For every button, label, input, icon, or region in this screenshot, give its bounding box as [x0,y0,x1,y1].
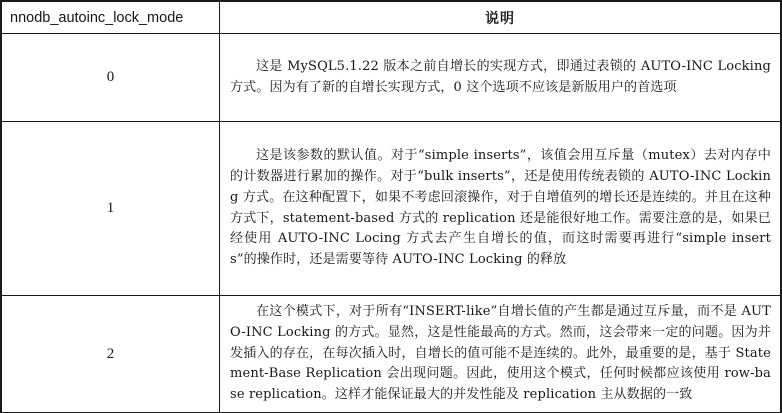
table-header-row [2,2,781,34]
column-header-mode: nnodb_autoinc_lock_mode [2,2,220,34]
description-text: 在这个模式下，对于所有“INSERT-like”自增长值的产生都是通过互斥量，而不是 AUTO-INC Locking 的方式。显然，这是性能最高的方式。然而，这会带来一定的问题。因为并发插入的存在，在每次插入时，自增长的值可能不是连续的。此外，最重要的是，基于 Statement-Base Replication 会出现问题。因此，使用这个模式，任何时候都应该使用 row-base replication。这样才能保证最大的并发性能及 replication 主从数据的一致 [230,304,771,403]
table-row [2,122,781,296]
description-cell [220,122,781,296]
mode-value-cell: 0 [2,34,220,122]
table-row [2,34,781,122]
description-cell [220,296,781,413]
table-row [2,296,781,413]
mode-value-cell: 2 [2,296,220,413]
mode-value-cell: 1 [2,122,220,296]
description-cell [220,34,781,122]
description-text: 这是 MySQL5.1.22 版本之前自增长的实现方式，即通过表锁的 AUTO-INC Locking 方式。因为有了新的自增长实现方式，0 这个选项不应该是新版用户的首选项 [230,58,771,95]
description-text: 这是该参数的默认值。对于“simple inserts”，该值会用互斥量（mutex）去对内存中的计数器进行累加的操作。对于“bulk inserts”，还是使用传统表锁的 AUTO-INC Locking 方式。在这种配置下，如果不考虑回滚操作，对于自增值列的增长还是连续的。并且在这种方式下，statement-based 方式的 replication 还是能很好地工作。需要注意的是，如果已经使用 AUTO-INC Locing 方式去产生自增长的值，而这时需要再进行“simple inserts”的操作时，还是需要等待 AUTO-INC Locking 的释放 [230,148,771,268]
column-header-description: 说明 [220,2,781,34]
lock-mode-table [1,1,781,413]
